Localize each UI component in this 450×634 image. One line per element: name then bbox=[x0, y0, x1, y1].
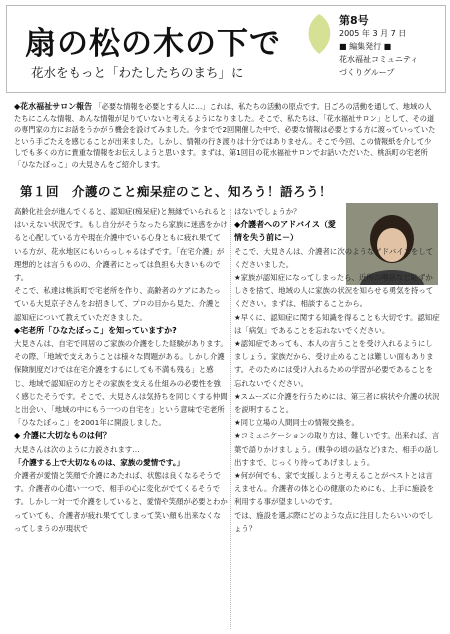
publisher-name-2: づくりグループ bbox=[339, 68, 395, 77]
masthead bbox=[6, 5, 446, 93]
paragraph: 高齢化社会が進んでくると、認知症(痴呆症)と無縁でいられるとはいえない状況です。もし自分がそうなったら家族に迷惑をかけると心配している方や現在介護中でいる心身ともに疲れ果てている方が、花水地区にもいらっしゃるはずです。「在宅介護」が理想的とは言うものの、介護者にとっては負担も大きいものです。 bbox=[14, 207, 228, 283]
subheading-advice: ◆介護者へのアドバイス（愛情を失う前に－） bbox=[234, 220, 336, 243]
advice-item: ★認知症であっても、本人の言うことを受け入れるようにしましょう。家族だから、受け止めることは難しい面もあります。そのためには受け入れるための学習が必要であることを忘れないでください。 bbox=[234, 339, 434, 388]
key-quote: 「介護する上で大切なものは、家族の愛情です。」 bbox=[14, 457, 185, 467]
salon-heading: ◆花水福祉サロン報告 bbox=[14, 102, 93, 111]
paragraph: そこで、大見さんは、介護者に次のようなアドバイスをしてくださいました。 bbox=[234, 246, 434, 269]
column-divider bbox=[230, 209, 231, 629]
paragraph: 介護者が愛情と笑顔で介護にあたれば、状態は良くなるそうです。介護者の心遣い一つで、相手の心に変化がでてくるそうです。しかし一対一で介護をしていると、愛情や笑顔が必要とわかっていても、介護者が疲れ果ててしまって笑い顔も出来なくなってしまうのが現状で bbox=[14, 471, 228, 533]
section-title: 第１回 介護のこと痴呆症のこと、知ろう！語ろう！ bbox=[20, 184, 333, 199]
issue-info bbox=[339, 14, 439, 79]
paragraph: はないでしょうか？ bbox=[234, 207, 301, 216]
leaf-icon bbox=[299, 10, 339, 58]
salon-intro-text: 「必要な情報を必要とする人に…」これは、私たちの活動の原点です。日ごろの活動を通して、地域の人たちにこんな情報、あんな情報が足りていないと考えるようになりました。そこで、私たちは、「花水福祉サロン」として、その道の専門家の方にお話をうかがう機会を設けてみました。今までで2回開催した中で、必要な情報は必要とする方に渡っていっていたという手ごたえを感じることが出来ました。しかし、情報の行き渡りは十分ではありません。そこで今回、この情報紙を介して少しでも多くの方に貴重な情報をお伝えしようと思います。まずは、第1回目の花水福祉サロンでお話いただいた、桃浜町の宅老所「ひなたぼっこ」の大見さんをご紹介します。 bbox=[14, 102, 436, 169]
publisher-label: ■ 編集発行 ■ bbox=[339, 42, 392, 51]
right-column bbox=[234, 205, 440, 535]
advice-item: ★家族が認知症になってしまったら、近所の噂話など恥ずかしさを捨て、地域の人に家族の状況を知らせる勇気を持ってください。まずは、相談することから。 bbox=[234, 273, 434, 309]
advice-item: ★同じ立場の人間同士の情報交換を。 bbox=[234, 418, 359, 428]
advice-item: ★何が何でも、家で支援しようと考えることがベストとは言えません。介護者の体と心の健康のためにも、上手に施設を利用する事が望ましいのです。 bbox=[234, 471, 434, 507]
paragraph: 大見さんは、自宅で同居のご家族の介護をした経験があります。その際、「地域で支えあうことは様々な問題がある。しかし介護保険制度だけでは在宅介護をするにしても不満も残る」と感じ、地域で認知症の方とその家族を支える仕組みの必要性を強く感じたそうです。そこで、大見さんは気持ちを同じくする仲間と出会い、「地域の中にもう一つの自宅を」という意味で宅老所「ひなたぼっこ」を2001年に開設しました。 bbox=[14, 339, 228, 428]
issue-date: 2005 年 3 月 7 日 bbox=[339, 29, 407, 38]
publisher-name-1: 花水福祉コミュニティ bbox=[339, 55, 419, 64]
advice-item: ★早くに、認知症に関する知識を得ることも大切です。認知症は「病気」であることを忘れないでください。 bbox=[234, 312, 440, 335]
paragraph: そこで、私達は桃浜町で宅老所を作り、高齢者のケアにあたっている大見京子さんをお招きして、プロの目から見た、介護と認知症について教えていただきました。 bbox=[14, 286, 221, 322]
newsletter-title: 扇の松の木の下で bbox=[25, 26, 281, 62]
advice-item: ★スムーズに介護を行うためには、第三者に病状や介護の状況を説明すること。 bbox=[234, 391, 440, 415]
salon-intro bbox=[14, 101, 438, 171]
advice-item: ★コミュニケーションの取り方は、難しいです。出来れば、言葉で語りかけましょう。(戦争の頃の話など)また、相手の話し出すまで、じっくり待ってあげましょう。 bbox=[234, 431, 440, 467]
subheading-important: ◆ 介護に大切なものは何？ bbox=[14, 431, 111, 441]
newsletter-page bbox=[6, 5, 444, 629]
closing-question: では、施設を選ぶ際にどのような点に注目したらいいのでしょう？ bbox=[234, 510, 434, 533]
newsletter-subtitle: 花水をもっと「わたしたちのまち」に bbox=[31, 65, 244, 80]
issue-number: 第8号 bbox=[339, 14, 369, 27]
paragraph: 大見さんは次のように力説されます… bbox=[14, 444, 140, 454]
subheading-hinatabokko: ◆宅老所「ひなたぼっこ」を知っていますか? bbox=[14, 325, 177, 335]
left-column bbox=[14, 205, 228, 535]
